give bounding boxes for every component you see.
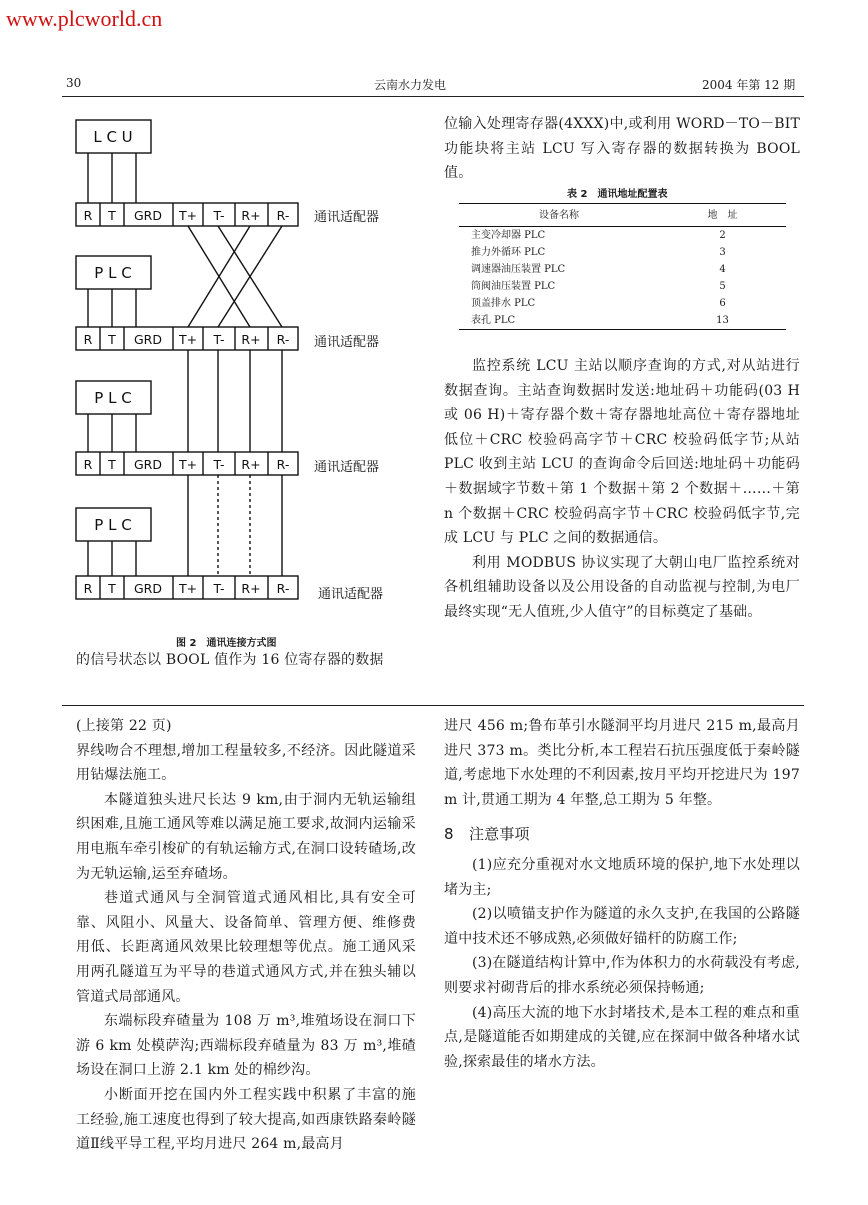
svg-text:R: R (83, 581, 93, 596)
adapter-label: 通讯适配器 (314, 460, 380, 475)
svg-text:T-: T- (213, 208, 225, 223)
svg-text:GRD: GRD (134, 208, 162, 223)
port-labels-2 (84, 332, 290, 347)
svg-text:R-: R- (276, 332, 290, 347)
svg-text:T: T (108, 581, 116, 596)
article-separator (62, 705, 804, 706)
paragraph: 巷道式通风与全洞管道式通风相比,具有安全可靠、风阻小、风量大、设备简单、管理方便、维修费用低、长距离通风效果比较理想等优点。施工通风采用两孔隧道互为平导的巷道式通风方式,并在独头辅以管道式局部通风。 (76, 890, 416, 1005)
note-item: (1)应充分重视对水文地质环境的保护,地下水处理以堵为主; (444, 856, 800, 898)
section-8-title: 8 注意事项 (444, 825, 530, 844)
paragraph: 界线吻合不理想,增加工程量较多,不经济。因此隧道采用钻爆法施工。 (76, 742, 416, 784)
para-modbus-summary: 利用 MODBUS 协议实现了大朝山电厂监控系统对各机组辅助设备以及公用设备的自动监视与控制,为电厂最终实现“无人值班,少人值守”的目标奠定了基础。 (444, 554, 800, 620)
table-row: 推力外循环 PLC 3 (471, 247, 726, 258)
svg-text:T+: T+ (178, 208, 198, 223)
paragraph: 东端标段弃碴量为 108 万 m³,堆殖场设在洞口下游 6 km 处模萨沟;西端标段弃碴量为 83 万 m³,堆碴场设在洞口上游 2.1 km 处的棉纱沟。 (76, 1013, 416, 1079)
svg-text:GRD: GRD (134, 332, 162, 347)
svg-text:T+: T+ (178, 332, 198, 347)
note-item: (4)高压大流的地下水封堵技术,是本工程的难点和重点,是隧道能否如期建成的关键,应在探洞中做各种堵水试验,探索最佳的堵水方法。 (444, 1004, 800, 1070)
journal-title: 云南水力发电 (374, 78, 447, 92)
svg-text:R: R (83, 457, 93, 472)
plc-label: P L C (94, 389, 132, 407)
table-row: 表孔 PLC 13 (459, 312, 786, 330)
issue-label: 2004 年第 12 期 (702, 78, 796, 92)
svg-text:R: R (83, 208, 93, 223)
page-number: 30 (66, 76, 82, 90)
adapter-label: 通讯适配器 (314, 210, 380, 225)
svg-text:R+: R+ (241, 581, 261, 596)
svg-text:T-: T- (213, 332, 225, 347)
svg-text:T: T (108, 332, 116, 347)
svg-text:R+: R+ (241, 332, 261, 347)
adapter-label: 通讯适配器 (318, 587, 384, 602)
watermark-url[interactable]: www.plcworld.cn (6, 6, 163, 31)
port-labels-1 (84, 208, 290, 223)
svg-text:T: T (108, 208, 116, 223)
figure-2-caption: 图 2 通讯连接方式图 (176, 638, 277, 649)
table-row: 筒阀油压装置 PLC 5 (471, 281, 726, 292)
port-labels-4 (84, 581, 290, 596)
svg-text:R+: R+ (241, 457, 261, 472)
table-row: 顶盖排水 PLC 6 (471, 298, 726, 309)
svg-text:R: R (83, 332, 93, 347)
note-item: (2)以喷锚支护作为隧道的永久支护,在我国的公路隧道中技术还不够成熟,必须做好锚杆的防腐工作; (444, 906, 800, 947)
svg-text:GRD: GRD (134, 581, 162, 596)
note-item: (3)在隧道结构计算中,作为体积力的水荷载没有考虑,则要求衬砌背后的排水系统必须保持畅通; (444, 955, 800, 996)
lcu-label: L C U (93, 128, 133, 146)
table-2-caption: 表 2 通讯地址配置表 (567, 189, 668, 200)
crossover-bus (188, 226, 282, 327)
svg-text:T-: T- (213, 581, 225, 596)
paragraph: 本隧道独头进尺长达 9 km,由于洞内无轨运输组织困难,且施工通风等难以满足施工要求,故洞内运输采用电瓶车牵引梭矿的有轨运输方式,在洞口设转碴场,改为无轨运输,运至弃碴场。 (76, 791, 416, 882)
straight-bus (188, 350, 282, 452)
svg-text:R-: R- (276, 208, 290, 223)
para-query-protocol: 监控系统 LCU 主站以顺序查询的方式,对从站进行数据查询。主站查询数据时发送:地址码＋功能码(03 H 或 06 H)＋寄存器个数＋寄存器地址高位＋寄存器地址低位＋CRC 校验码高字节＋CRC 校验码低字节;从站 PLC 收到主站 LCU 的查询命令后回送:地址码＋功能码＋数据域字节数＋第 1 个数据＋第 2 个数据＋……＋第 n 个数据＋CRC 校验码高字节＋CRC 校验码低字节,完成 LCU 与 PLC 之间的数据通信。 (444, 358, 800, 547)
left-top-tail: 的信号状态以 BOOL 值作为 16 位寄存器的数据 (76, 652, 384, 668)
header-rule (62, 96, 804, 97)
table-row: 调速器油压装置 PLC 4 (471, 264, 726, 275)
figure-2-wiring-diagram (60, 108, 410, 633)
table-row: 主变冷却器 PLC 2 (471, 230, 726, 241)
svg-text:R-: R- (276, 457, 290, 472)
table-header-device: 设备名称 (539, 209, 579, 221)
table-header-address: 地 址 (707, 209, 738, 221)
svg-text:T-: T- (213, 457, 225, 472)
plc-label: P L C (94, 516, 132, 534)
svg-text:T+: T+ (178, 581, 198, 596)
svg-text:T: T (108, 457, 116, 472)
paragraph: 小断面开挖在国内外工程实践中积累了丰富的施工经验,施工速度也得到了较大提高,如西康铁路秦岭隧道Ⅱ线平导工程,平均月进尺 264 m,最高月 (76, 1086, 416, 1153)
svg-text:GRD: GRD (134, 457, 162, 472)
continuation-bus (188, 475, 282, 576)
port-labels-3 (84, 457, 290, 472)
adapter-label: 通讯适配器 (314, 335, 380, 350)
svg-text:R-: R- (276, 581, 290, 596)
plc-label: P L C (94, 264, 132, 282)
svg-text:R+: R+ (241, 208, 261, 223)
continued-from-note: (上接第 22 页) (76, 718, 172, 734)
paragraph: 进尺 456 m;鲁布革引水隧洞平均月进尺 215 m,最高月进尺 373 m。类比分析,本工程岩石抗压强度低于秦岭隧道,考虑地下水处理的不利因素,按月平均开挖进尺为 197 m 计,贯通工期为 4 年整,总工期为 5 年整。 (444, 718, 800, 808)
table-2-address-config (459, 203, 786, 330)
para-register-cont: 位输入处理寄存器(4XXX)中,或利用 WORD－TO－BIT 功能块将主站 LCU 写入寄存器的数据转换为 BOOL值。 (444, 116, 800, 182)
svg-text:T+: T+ (178, 457, 198, 472)
